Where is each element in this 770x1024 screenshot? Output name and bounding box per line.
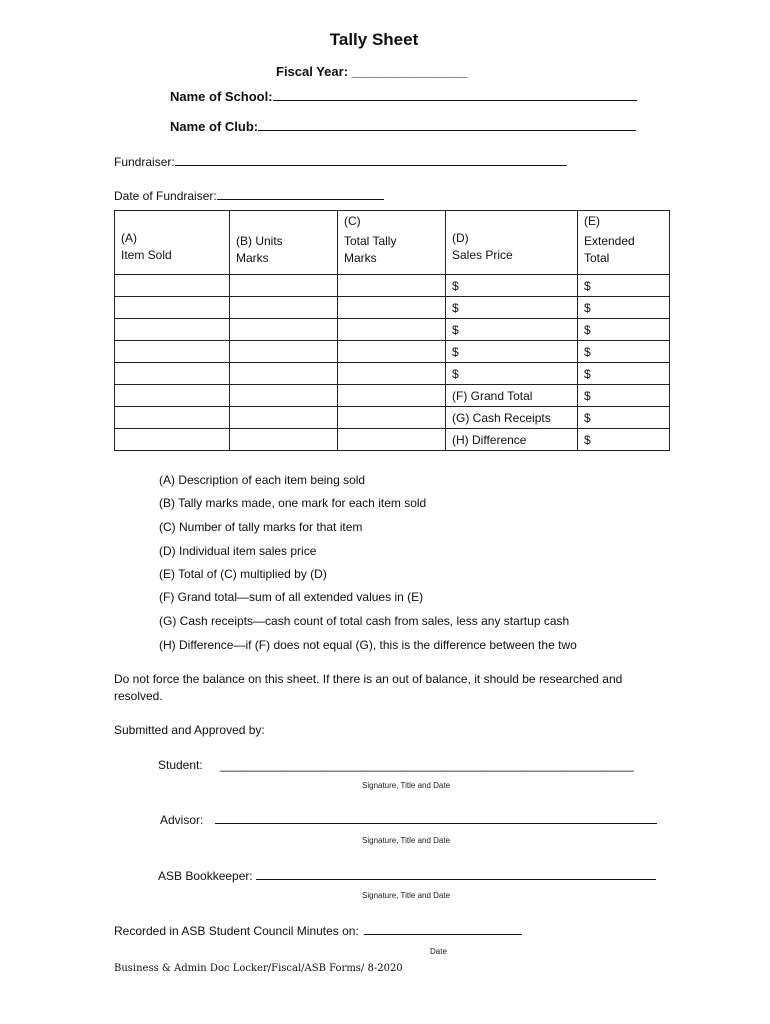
tally-table bbox=[114, 210, 670, 451]
cell-units-marks[interactable] bbox=[230, 341, 338, 363]
cell-item-sold[interactable] bbox=[115, 429, 230, 451]
cell-item-sold[interactable] bbox=[115, 297, 230, 319]
cell-total-tally[interactable] bbox=[338, 319, 446, 341]
cell-item-sold[interactable] bbox=[115, 385, 230, 407]
legend-item-e: (E) Total of (C) multiplied by (D) bbox=[159, 567, 327, 581]
table-row bbox=[115, 297, 670, 319]
cell-total-tally[interactable] bbox=[338, 297, 446, 319]
cell-sales-price[interactable]: $ bbox=[446, 363, 578, 385]
cell-total-tally[interactable] bbox=[338, 385, 446, 407]
recorded-label: Recorded in ASB Student Council Minutes on: bbox=[114, 924, 359, 938]
cell-item-sold[interactable] bbox=[115, 363, 230, 385]
header-item-sold: (A) Item Sold bbox=[115, 211, 230, 275]
bookkeeper-signature-note: Signature, Title and Date bbox=[362, 891, 451, 900]
advisor-signature-note: Signature, Title and Date bbox=[362, 836, 451, 845]
bookkeeper-row bbox=[158, 868, 656, 883]
cash-receipts-value[interactable]: $ bbox=[578, 407, 670, 429]
table-row bbox=[115, 363, 670, 385]
header-total-tally: (C) Total Tally Marks bbox=[338, 211, 446, 275]
cell-total-tally[interactable] bbox=[338, 429, 446, 451]
bookkeeper-signature-field[interactable] bbox=[256, 868, 656, 880]
fiscal-year-label: Fiscal Year: bbox=[276, 64, 349, 79]
table-row bbox=[115, 319, 670, 341]
cell-extended-total[interactable]: $ bbox=[578, 341, 670, 363]
header-sales-price: (D) Sales Price bbox=[446, 211, 578, 275]
fiscal-year-blank[interactable]: ________________ bbox=[351, 64, 468, 79]
cell-item-sold[interactable] bbox=[115, 341, 230, 363]
school-field[interactable] bbox=[273, 89, 637, 101]
footer-path: Business & Admin Doc Locker/Fiscal/ASB Forms/ 8-2020 bbox=[114, 963, 403, 974]
cell-item-sold[interactable] bbox=[115, 319, 230, 341]
cell-extended-total[interactable]: $ bbox=[578, 275, 670, 297]
cell-units-marks[interactable] bbox=[230, 385, 338, 407]
date-of-fundraiser-field[interactable] bbox=[217, 188, 384, 200]
club-label: Name of Club: bbox=[170, 119, 259, 134]
cell-extended-total[interactable]: $ bbox=[578, 363, 670, 385]
student-signature-field[interactable]: ______________________________________________________________ bbox=[220, 758, 634, 772]
cell-total-tally[interactable] bbox=[338, 341, 446, 363]
cell-units-marks[interactable] bbox=[230, 319, 338, 341]
cell-item-sold[interactable] bbox=[115, 275, 230, 297]
date-of-fundraiser-row bbox=[114, 188, 384, 203]
cell-sales-price[interactable]: $ bbox=[446, 275, 578, 297]
difference-label: (H) Difference bbox=[446, 429, 578, 451]
cell-units-marks[interactable] bbox=[230, 275, 338, 297]
advisor-row bbox=[160, 812, 657, 827]
legend-item-b: (B) Tally marks made, one mark for each item sold bbox=[159, 496, 427, 510]
recorded-row bbox=[114, 923, 522, 938]
header-units-marks: (B) Units Marks bbox=[230, 211, 338, 275]
grand-total-label: (F) Grand Total bbox=[446, 385, 578, 407]
cell-sales-price[interactable]: $ bbox=[446, 297, 578, 319]
advisor-label: Advisor: bbox=[160, 813, 204, 827]
legend-item-d: (D) Individual item sales price bbox=[159, 544, 317, 558]
table-row-grand-total bbox=[115, 385, 670, 407]
table-row-difference bbox=[115, 429, 670, 451]
fundraiser-label: Fundraiser: bbox=[114, 155, 175, 169]
page-title: Tally Sheet bbox=[329, 30, 419, 49]
legend-item-h: (H) Difference—if (F) does not equal (G), this is the difference between the two bbox=[159, 638, 577, 652]
cell-units-marks[interactable] bbox=[230, 407, 338, 429]
fundraiser-row bbox=[114, 154, 567, 169]
cell-total-tally[interactable] bbox=[338, 363, 446, 385]
recorded-date-field[interactable] bbox=[364, 923, 522, 935]
school-label: Name of School: bbox=[170, 89, 273, 104]
cell-item-sold[interactable] bbox=[115, 407, 230, 429]
legend-item-f: (F) Grand total—sum of all extended values in (E) bbox=[159, 590, 424, 604]
club-field[interactable] bbox=[258, 119, 636, 131]
difference-value[interactable]: $ bbox=[578, 429, 670, 451]
submitted-heading: Submitted and Approved by: bbox=[114, 723, 265, 737]
legend-item-g: (G) Cash receipts—cash count of total cash from sales, less any startup cash bbox=[159, 614, 570, 628]
date-of-fundraiser-label: Date of Fundraiser: bbox=[114, 189, 217, 203]
table-row bbox=[115, 275, 670, 297]
bookkeeper-label: ASB Bookkeeper: bbox=[158, 869, 253, 883]
school-row bbox=[170, 89, 637, 104]
cash-receipts-label: (G) Cash Receipts bbox=[446, 407, 578, 429]
cell-total-tally[interactable] bbox=[338, 407, 446, 429]
recorded-date-note: Date bbox=[430, 947, 447, 956]
cell-sales-price[interactable]: $ bbox=[446, 319, 578, 341]
balance-note-line1: Do not force the balance on this sheet. If there is an out of balance, it should be researched and bbox=[114, 672, 623, 686]
student-row bbox=[158, 758, 634, 772]
legend-item-c: (C) Number of tally marks for that item bbox=[159, 520, 363, 534]
advisor-signature-field[interactable] bbox=[215, 812, 657, 824]
cell-sales-price[interactable]: $ bbox=[446, 341, 578, 363]
cell-total-tally[interactable] bbox=[338, 275, 446, 297]
balance-note-line2: resolved. bbox=[114, 689, 163, 703]
legend-item-a: (A) Description of each item being sold bbox=[159, 473, 366, 487]
table-row bbox=[115, 341, 670, 363]
cell-extended-total[interactable]: $ bbox=[578, 319, 670, 341]
header-extended-total: (E) Extended Total bbox=[578, 211, 670, 275]
club-row bbox=[170, 119, 636, 134]
fiscal-year-row bbox=[276, 64, 467, 79]
cell-units-marks[interactable] bbox=[230, 429, 338, 451]
cell-units-marks[interactable] bbox=[230, 297, 338, 319]
student-signature-note: Signature, Title and Date bbox=[362, 781, 451, 790]
grand-total-value[interactable]: $ bbox=[578, 385, 670, 407]
table-header-row bbox=[115, 211, 670, 275]
cell-extended-total[interactable]: $ bbox=[578, 297, 670, 319]
table-row-cash-receipts bbox=[115, 407, 670, 429]
student-label: Student: bbox=[158, 758, 203, 772]
fundraiser-field[interactable] bbox=[175, 154, 567, 166]
cell-units-marks[interactable] bbox=[230, 363, 338, 385]
